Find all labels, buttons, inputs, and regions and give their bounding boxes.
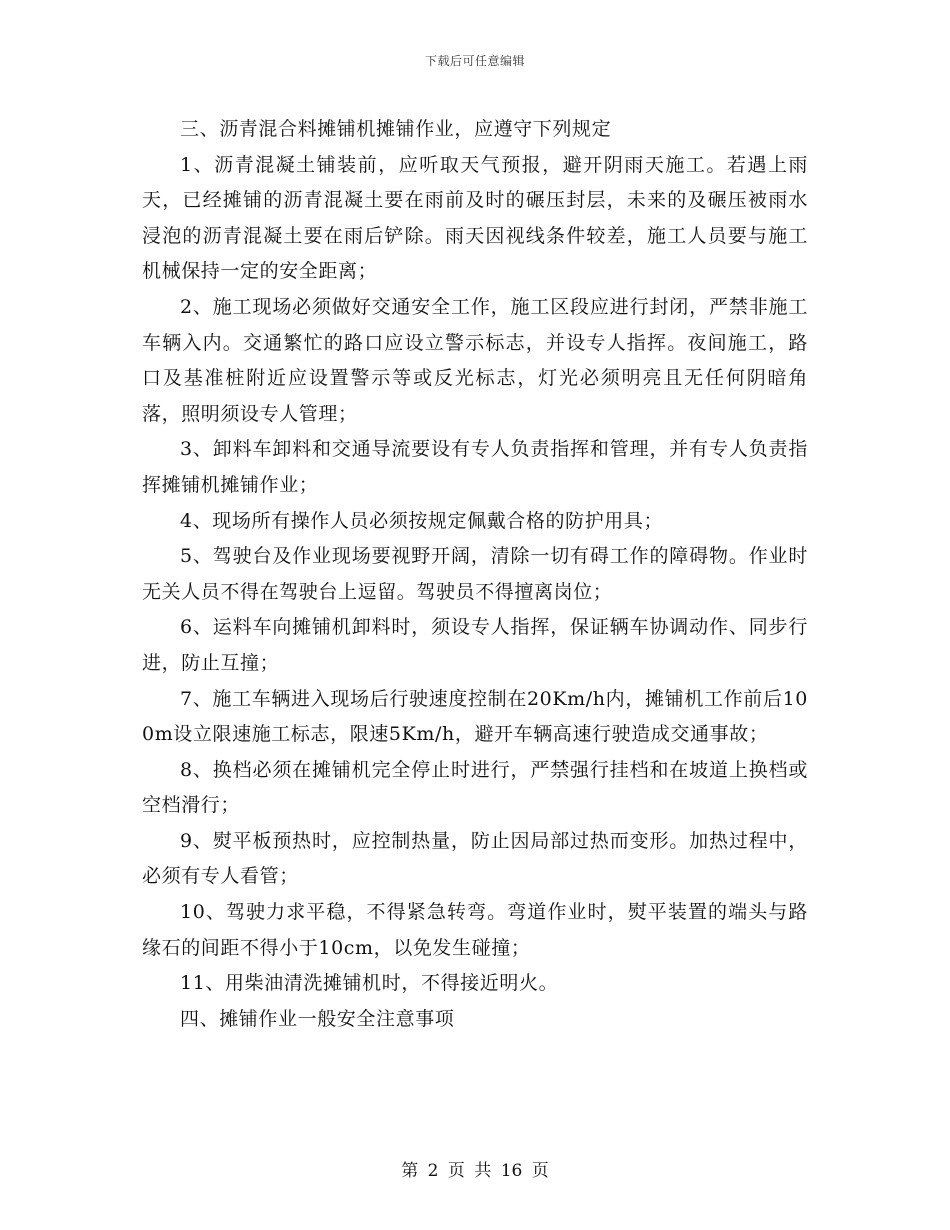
paragraph-item-1: 1、沥青混凝土铺装前，应听取天气预报，避开阴雨天施工。若遇上雨天，已经摊铺的沥青混凝土要在雨前及时的碾压封层，未来的及碾压被雨水浸泡的沥青混凝土要在雨后铲除。雨天因视线条件较差，施工人员要与施工机械保持一定的安全距离； [142, 153, 808, 283]
paragraph-item-11: 11、用柴油清洗摊铺机时，不得接近明火。 [180, 972, 559, 995]
paragraph-item-9: 9、熨平板预热时，应控制热量，防止因局部过热而变形。加热过程中，必须有专人看管； [142, 829, 808, 888]
paragraph-item-4: 4、现场所有操作人员必须按规定佩戴合格的防护用具； [180, 509, 664, 532]
page-number-footer: 第 2 页 共 16 页 [401, 1161, 549, 1181]
paragraph-item-6: 6、运料车向摊铺机卸料时，须设专人指挥，保证辆车协调动作、同步行进，防止互撞； [142, 616, 808, 674]
paragraph-item-5: 5、驾驶台及作业现场要视野开阔，清除一切有碍工作的障碍物。作业时无关人员不得在驾驶台上逗留。驾驶员不得擅离岗位； [142, 545, 808, 603]
section-heading-3: 三、沥青混合料摊铺机摊铺作业，应遵守下列规定 [180, 118, 612, 140]
paragraph-item-7: 7、施工车辆进入现场后行驶速度控制在20Km/h内，摊铺机工作前后100m设立限速施工标志，限速5Km/h，避开车辆高速行驶造成交通事故； [142, 687, 808, 746]
section-heading-4: 四、摊铺作业一般安全注意事项 [180, 1007, 455, 1030]
page-header: 下载后可任意编辑 [424, 54, 525, 68]
paragraph-item-8: 8、换档必须在摊铺机完全停止时进行，严禁强行挂档和在坡道上换档或空档滑行； [142, 758, 808, 817]
paragraph-item-2: 2、施工现场必须做好交通安全工作，施工区段应进行封闭，严禁非施工车辆入内。交通繁忙的路口应设立警示标志，并设专人指挥。夜间施工，路口及基准桩附近应设置警示等或反光标志，灯光必须明亮且无任何阴暗角落，照明须设专人管理； [142, 295, 808, 425]
paragraph-item-10: 10、驾驶力求平稳，不得紧急转弯。弯道作业时，熨平装置的端头与路缘石的间距不得小于10cm，以免发生碰撞； [142, 901, 808, 959]
document-body [142, 112, 808, 1037]
paragraph-item-3: 3、卸料车卸料和交通导流要设有专人负责指挥和管理，并有专人负责指挥摊铺机摊铺作业； [142, 438, 808, 496]
